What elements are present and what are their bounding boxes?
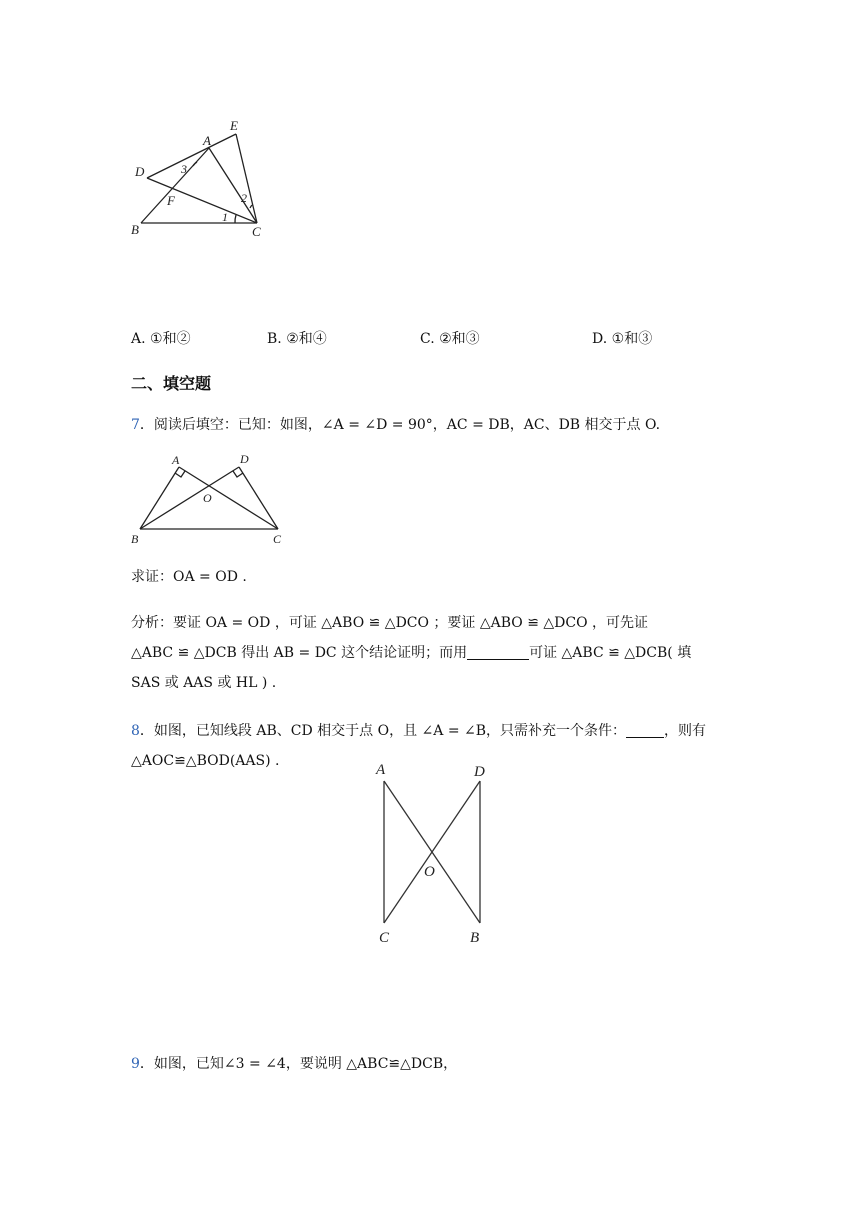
question-7-prove: 求证：OA = OD . xyxy=(131,569,247,585)
segment-ba xyxy=(141,148,209,223)
figure-q7 xyxy=(128,450,288,550)
section-title: 二、填空题 xyxy=(131,374,212,393)
label-b: B xyxy=(131,532,139,546)
label-d: D xyxy=(135,164,145,179)
question-9-stem: 9．如图，已知∠3 = ∠4，要说明 △ABC≌△DCB， xyxy=(131,1056,458,1072)
answer-blank-q8[interactable] xyxy=(626,723,664,738)
segment-ec xyxy=(236,134,257,223)
label-1: 1 xyxy=(222,210,228,224)
question-7-stem xyxy=(131,410,731,440)
figure-q8 xyxy=(370,756,500,951)
angle-3-arc xyxy=(193,162,197,166)
option-b[interactable]: B. ②和④ xyxy=(267,331,327,347)
label-o: O xyxy=(424,864,435,880)
label-a: A xyxy=(376,762,386,778)
segment-ba xyxy=(140,467,179,529)
answer-options xyxy=(131,328,751,350)
label-b: B xyxy=(470,930,480,946)
segment-cd xyxy=(239,467,278,529)
question-7-text: ．阅读后填空：已知：如图，∠A = ∠D = 90°，AC = DB，AC、DB 相交于点 O. xyxy=(139,417,661,433)
segment-ac xyxy=(179,467,278,529)
analysis-line-1: 分析：要证 OA = OD ，可证 △ABO ≌ △DCO ；要证 △ABO ≌ △DCO ，可先证 xyxy=(131,615,649,631)
label-o: O xyxy=(203,491,212,505)
question-number: 7 xyxy=(131,417,140,433)
label-c: C xyxy=(252,224,261,239)
label-2: 2 xyxy=(241,191,247,205)
angle-1-arc xyxy=(235,215,236,223)
option-a[interactable]: A. ①和② xyxy=(131,331,191,347)
label-b: B xyxy=(131,222,139,237)
label-a: A xyxy=(172,453,180,467)
option-d[interactable]: D. ①和③ xyxy=(592,331,653,347)
answer-blank-q7[interactable] xyxy=(467,645,529,660)
label-c: C xyxy=(273,532,282,546)
analysis-line-3: SAS 或 AAS 或 HL ) . xyxy=(131,675,277,691)
question-8-stem: 8．如图，已知线段 AB、CD 相交于点 O，且 ∠A = ∠B，只需补充一个条件： ，则有 △AOC≌△BOD(AAS) . xyxy=(131,723,707,769)
question-7-analysis xyxy=(131,608,741,698)
segment-de xyxy=(147,134,236,178)
angle-2-arc xyxy=(250,205,252,208)
label-c: C xyxy=(379,930,390,946)
analysis-line-2: △ABC ≌ △DCB 得出 AB = DC 这个结论证明；而用 可证 △ABC ≌ △DCB( 填 xyxy=(131,645,692,661)
label-a: A xyxy=(203,133,211,148)
label-f: F xyxy=(167,193,175,208)
label-3: 3 xyxy=(181,162,187,176)
question-number: 8 xyxy=(131,723,140,739)
option-c[interactable]: C. ②和③ xyxy=(420,331,480,347)
segment-ac xyxy=(209,148,257,223)
question-number: 9 xyxy=(131,1056,140,1072)
label-e: E xyxy=(230,118,238,133)
label-d: D xyxy=(240,452,249,466)
segment-db xyxy=(140,467,239,529)
figure-triangle-defc xyxy=(125,112,285,247)
label-d: D xyxy=(474,764,485,780)
